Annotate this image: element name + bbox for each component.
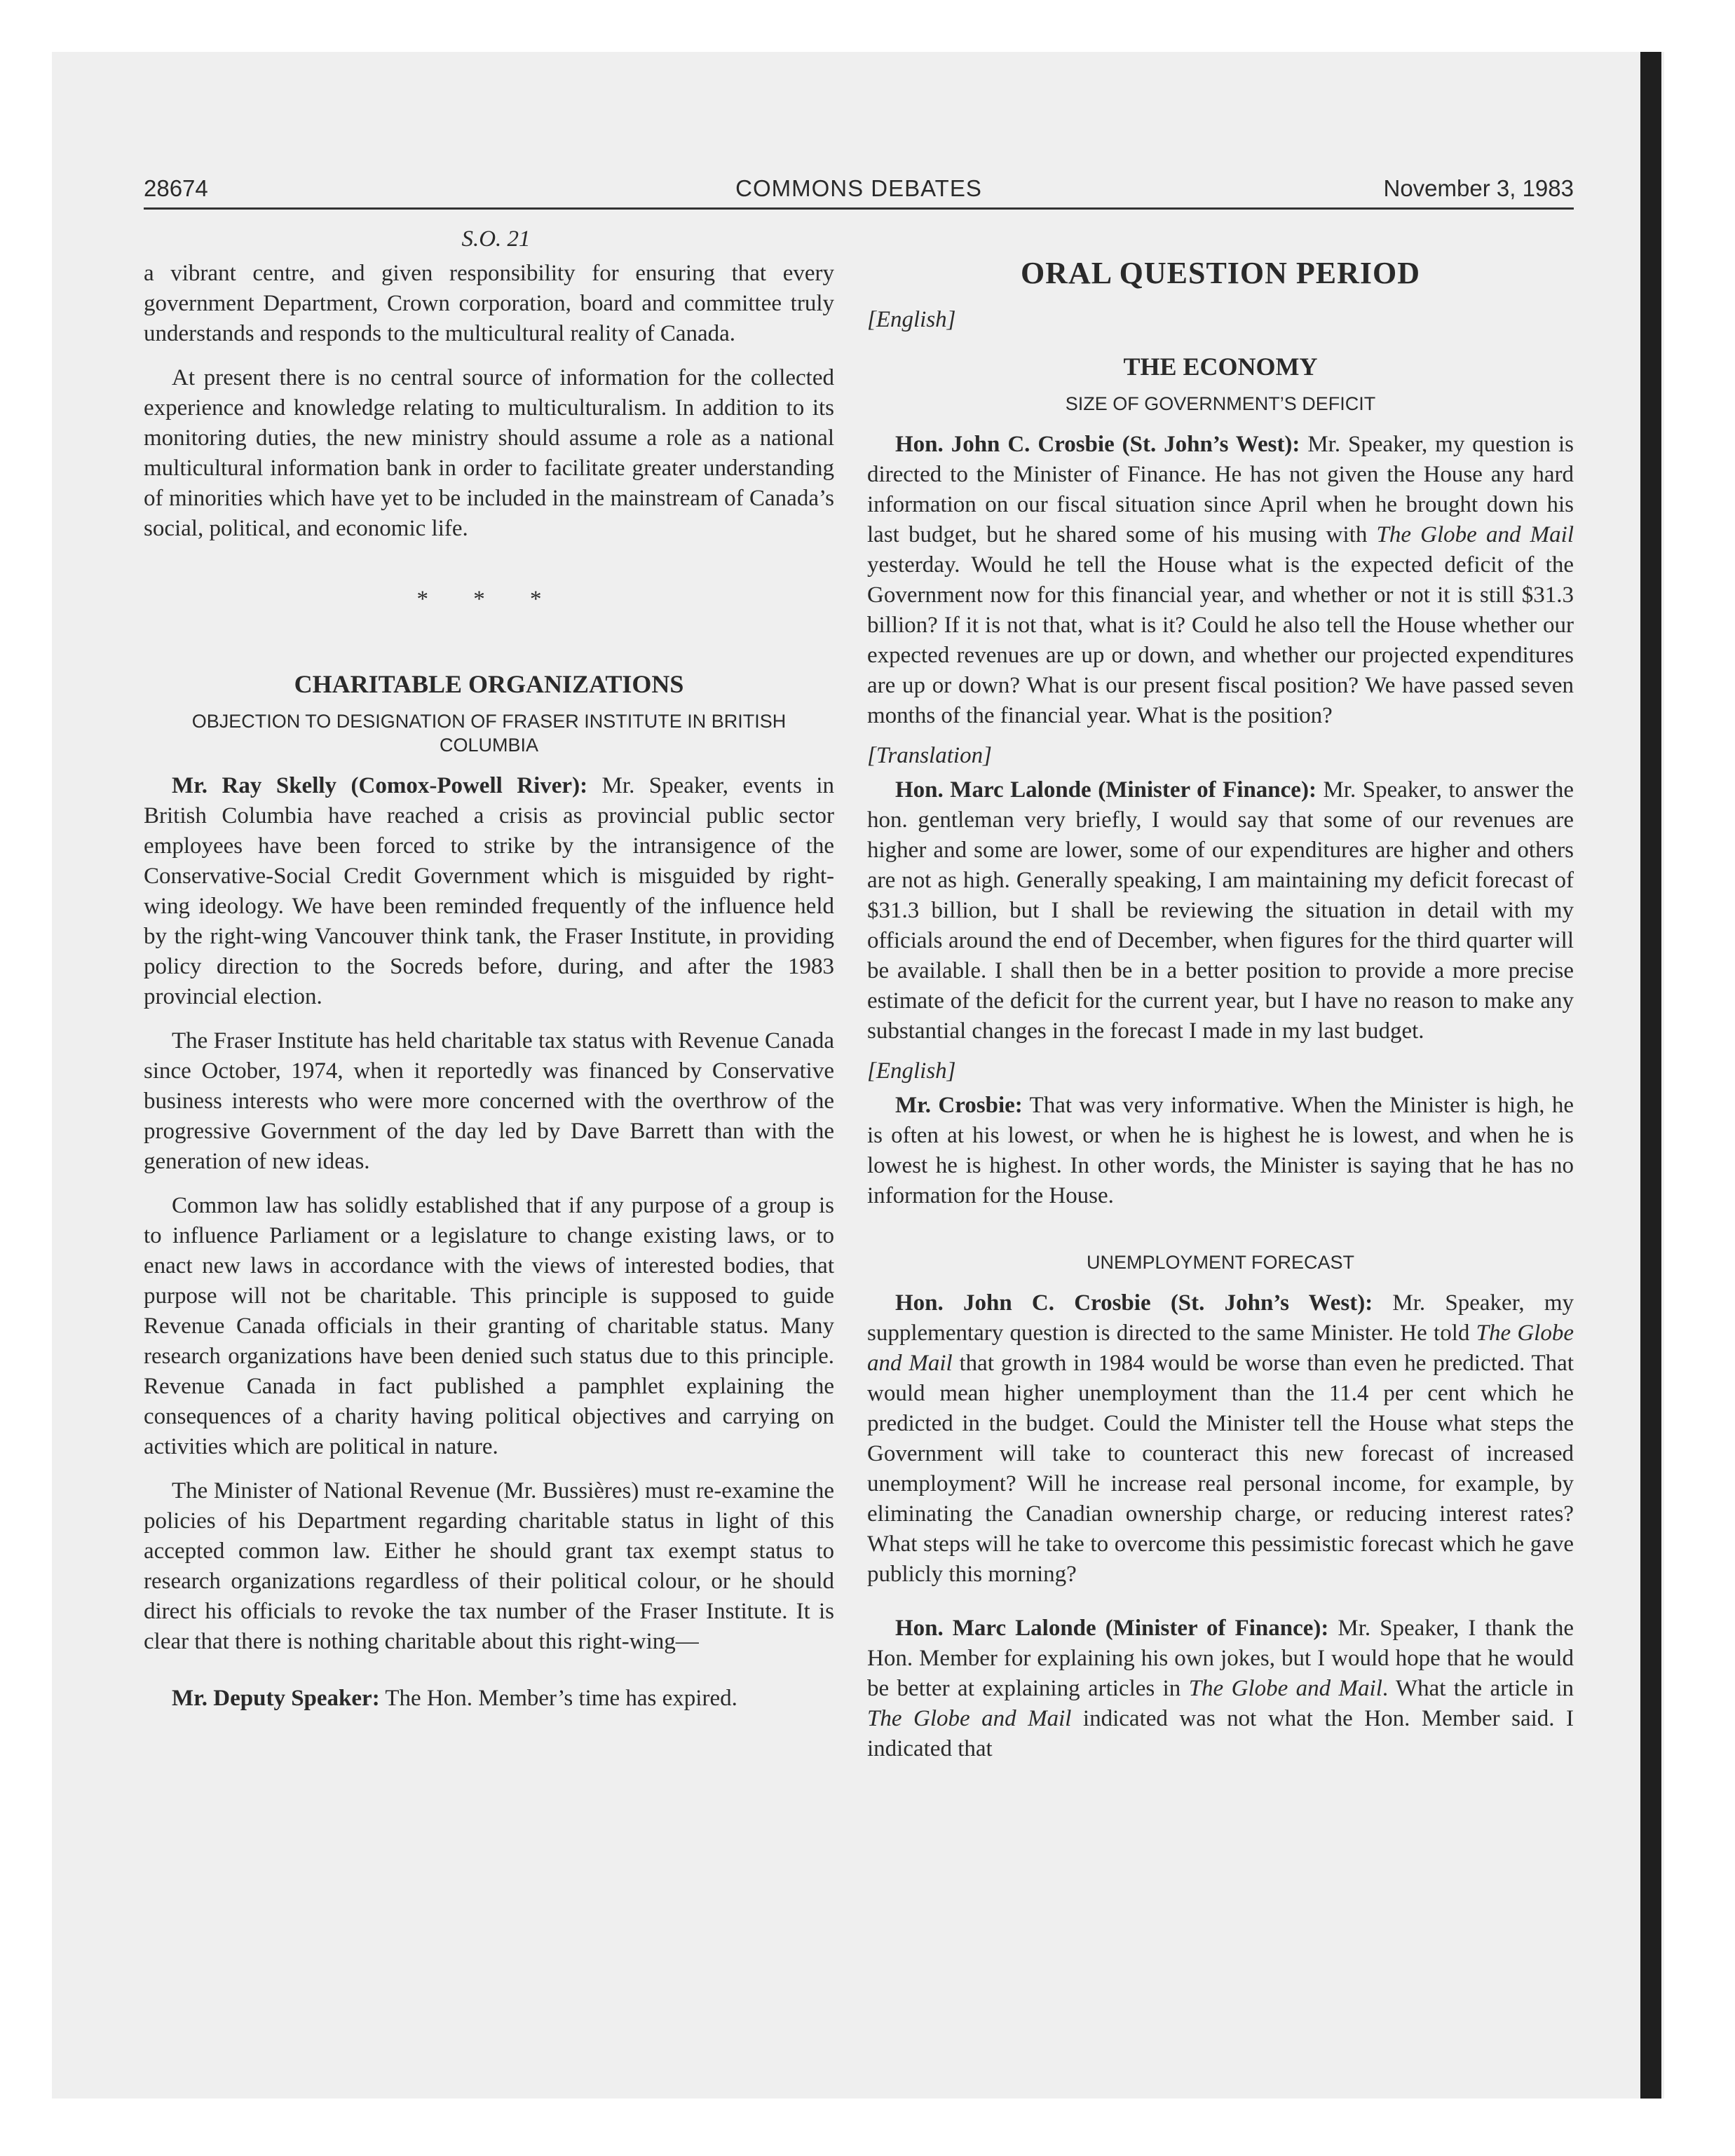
speaker-name: Mr. Crosbie: — [895, 1093, 1023, 1118]
speech-text: Mr. Speaker, I thank the Hon. Member for explaining his own jokes, but I would hope that he would be better at explaining articles in — [867, 1616, 1574, 1701]
paragraph: a vibrant centre, and given responsibility for ensuring that every government Department, Crown corporation, board and committee truly understands and responds to the multicultural reality of Canada. — [144, 261, 834, 346]
speech-paragraph — [867, 775, 1574, 1046]
speech-paragraph — [867, 430, 1574, 731]
speaker-name: Mr. Deputy Speaker: — [172, 1686, 380, 1711]
speech-text: Mr. Speaker, to answer the hon. gentleman very briefly, I would say that some of our revenues are higher and some are lower, some of our expenditures are higher and others are not as high. Generally speaking, I am maintaining my deficit forecast of $31.3 billion, but I shall be reviewing the situation in detail with my officials around the end of December, when figures for the third quarter will be available. I shall then be in a better position to provide a more precise estimate of the deficit for the current year, but I have no reason to make any substantial changes in the forecast I made in my last budget. — [867, 777, 1574, 1044]
publication-name: The Globe and Mail — [867, 1706, 1072, 1731]
speaker-name: Hon. John C. Crosbie (St. John’s West): — [895, 1290, 1373, 1316]
speaker-name: Hon. Marc Lalonde (Minister of Finance): — [895, 1616, 1329, 1641]
language-marker: [Translation] — [867, 743, 992, 768]
page-header — [144, 175, 1574, 210]
page-number: 28674 — [144, 175, 208, 201]
page-date: November 3, 1983 — [1383, 175, 1574, 201]
paragraph: Common law has solidly established that if any purpose of a group is to influence Parliament or a legislature to change existing laws, or to enact new laws in accordance with the views of interested bodies, that purpose will not be charitable. This principle is supposed to guide Revenue Canada officials in their granting of charitable status. Many research organizations have been denied such status due to this principle. Revenue Canada in fact published a pamphlet explaining the consequences of a charity having political objectives and carrying on activities which are political in nature. — [144, 1193, 834, 1459]
book-spine-edge — [1640, 52, 1661, 2099]
section-subheading: UNEMPLOYMENT FORECAST — [1086, 1252, 1355, 1273]
publication-name: The Globe and Mail — [1188, 1676, 1382, 1701]
publication-title: COMMONS DEBATES — [735, 175, 982, 201]
paragraph: At present there is no central source of information for the collected experience and knowledge relating to multiculturalism. In addition to its monitoring duties, the new ministry should assume a role as a national multicultural information bank in order to facilitate greater understanding of minorities which have yet to be included in the mainstream of Canada’s social, political, and economic life. — [144, 365, 834, 541]
language-marker: [English] — [867, 1058, 956, 1084]
section-heading: THE ECONOMY — [1123, 353, 1318, 381]
publication-name: The Globe and Mail — [867, 1321, 1574, 1376]
left-column — [144, 224, 834, 1714]
section-subheading: SIZE OF GOVERNMENT’S DEFICIT — [1065, 393, 1376, 414]
language-marker: [English] — [867, 307, 956, 332]
speech-text: yesterday. Would he tell the House what is the expected deficit of the Government now for this financial year, and whether or not it is still $31.3 billion? If it is not that, what is it? Could he also tell the House whether our expected revenues are up or down, and whether our projected expenditures are up or down? What is our present fiscal position? We have passed seven months of the financial year. What is the position? — [867, 552, 1574, 728]
section-heading: CHARITABLE ORGANIZATIONS — [294, 670, 684, 698]
speech-text: The Hon. Member’s time has expired. — [379, 1686, 737, 1711]
publication-name: The Globe and Mail — [1376, 522, 1574, 547]
section-tag: S.O. 21 — [461, 226, 531, 252]
speech-text: That was very informative. When the Minister is high, he is often at his lowest, or when he is highest he is lowest, and when he is lowest he is highest. In other words, the Minister is saying that he has no information for the House. — [867, 1093, 1574, 1208]
speech-paragraph — [867, 1613, 1574, 1764]
paragraph: The Minister of National Revenue (Mr. Bussières) must re-examine the policies of his Department regarding charitable status in light of this accepted common law. Either he should grant tax exempt status to research organizations regardless of their political colour, or he should direct his officials to revoke the tax number of the Fraser Institute. It is clear that there is nothing charitable about this right-wing— — [144, 1478, 834, 1654]
section-subheading: OBJECTION TO DESIGNATION OF FRASER INSTITUTE IN BRITISH COLUMBIA — [191, 711, 787, 756]
paragraph: The Fraser Institute has held charitable tax status with Revenue Canada since October, 1974, when it reportedly was financed by Conservative business interests who were more concerned with the overthrow of the progressive Government of the day led by Dave Barrett than with the generation of new ideas. — [144, 1028, 834, 1174]
speaker-name: Hon. John C. Crosbie (St. John’s West): — [895, 432, 1300, 457]
speech-text: Mr. Speaker, my question is directed to the Minister of Finance. He has not given the House any hard information on our fiscal situation since April when he brought down his last budget, but he shared some of his musing with — [867, 432, 1574, 547]
speaker-name: Hon. Marc Lalonde (Minister of Finance): — [895, 777, 1316, 803]
speech-paragraph — [144, 771, 834, 1012]
speech-text: Mr. Speaker, my supplementary question is directed to the same Minister. He told — [867, 1290, 1574, 1346]
speech-paragraph — [867, 1091, 1574, 1211]
section-separator: * * * — [416, 587, 562, 612]
right-column — [867, 224, 1574, 1764]
speech-text: . What the article in — [1382, 1676, 1574, 1701]
speech-paragraph — [144, 1684, 834, 1714]
speech-text: Mr. Speaker, events in British Columbia have reached a crisis as provincial public sector employees have been forced to strike by the intransigence of the Conservative-Social Credit Government which is misguided by right-wing ideology. We have been reminded frequently of the influence held by the right-wing Vancouver think tank, the Fraser Institute, in providing policy direction to the Socreds before, during, and after the 1983 provincial election. — [144, 773, 834, 1009]
speech-text: indicated was not what the Hon. Member said. I indicated that — [867, 1706, 1574, 1761]
speaker-name: Mr. Ray Skelly (Comox-Powell River): — [172, 773, 588, 798]
main-heading: ORAL QUESTION PERIOD — [1020, 256, 1421, 290]
speech-paragraph — [867, 1288, 1574, 1590]
speech-text: that growth in 1984 would be worse than even he predicted. That would mean higher unemployment than the 11.4 per cent which he predicted in the budget. Could the Minister tell the House what steps the Government will take to counteract this new forecast of increased unemployment? Will he increase real personal income, for example, by eliminating the Canadian ownership charge, or reducing interest rates? What steps will he take to overcome this pessimistic forecast which he gave publicly this morning? — [867, 1351, 1574, 1587]
